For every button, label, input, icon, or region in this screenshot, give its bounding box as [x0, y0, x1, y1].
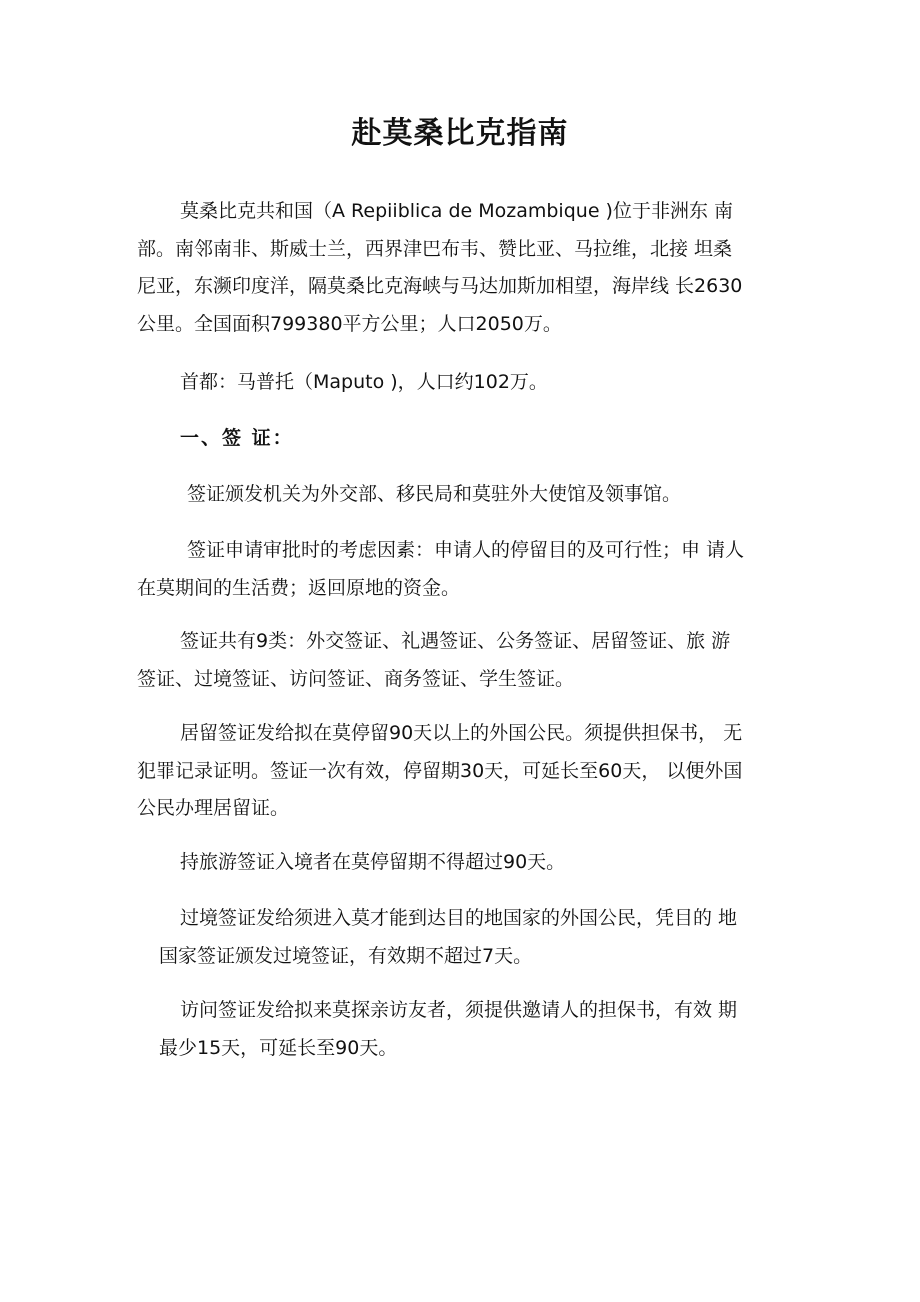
text-line: 访问签证发给拟来莫探亲访友者，须提供邀请人的担保书，有效 期 [180, 999, 738, 1021]
paragraph-residence-visa [137, 715, 799, 828]
paragraph-tourist-visa [137, 844, 799, 882]
text-line: 国家签证颁发过境签证，有效期不超过7天。 [159, 944, 533, 967]
text-line: 过境签证发给须进入莫才能到达目的地国家的外国公民，凭目的 地 [180, 907, 738, 929]
text-line: 部。南邻南非、斯威士兰，西界津巴布韦、赞比亚、马拉维，北接 坦桑 [137, 237, 733, 260]
paragraph-issuing-authority [137, 476, 799, 514]
section-heading: 一、签 证： [180, 427, 294, 449]
text-line: 莫桑比克共和国（A Repiiblica de Mozambique )位于非洲东 南 [180, 200, 733, 222]
text-line: 首都：马普托（Maputo )，人口约102万。 [180, 371, 548, 393]
text-line: 签证申请审批时的考虑因素：申请人的停留目的及可行性；申 请人 [187, 539, 745, 561]
paragraph-transit-visa [137, 900, 799, 975]
text-line: 签证颁发机关为外交部、移民局和莫驻外大使馆及领事馆。 [187, 483, 682, 505]
text-line: 最少15天，可延长至90天。 [159, 1036, 398, 1059]
text-line: 签证、过境签证、访问签证、商务签证、学生签证。 [137, 667, 575, 690]
text-line: 持旅游签证入境者在莫停留期不得超过90天。 [180, 851, 566, 873]
paragraph-overview [137, 193, 799, 343]
paragraph-capital [137, 364, 799, 402]
document-title: 赴莫桑比克指南 [351, 116, 569, 151]
text-line: 公里。全国面积799380平方公里；人口2050万。 [137, 312, 562, 335]
paragraph-review-factors [137, 532, 799, 607]
paragraph-visa-categories [137, 623, 799, 698]
text-line: 公民办理居留证。 [137, 797, 290, 819]
section-heading-visa [137, 420, 799, 458]
text-line: 签证共有9类：外交签证、礼遇签证、公务签证、居留签证、旅 游 [180, 630, 731, 652]
text-line: 尼亚，东濒印度洋，隔莫桑比克海峡与马达加斯加相望，海岸线 长2630 [137, 275, 743, 297]
text-line: 犯罪记录证明。签证一次有效，停留期30天，可延长至60天， 以便外国 [137, 759, 743, 782]
text-line: 居留签证发给拟在莫停留90天以上的外国公民。须提供担保书， 无 [180, 722, 743, 744]
paragraph-visit-visa [137, 992, 799, 1067]
text-line: 在莫期间的生活费；返回原地的资金。 [137, 576, 461, 599]
